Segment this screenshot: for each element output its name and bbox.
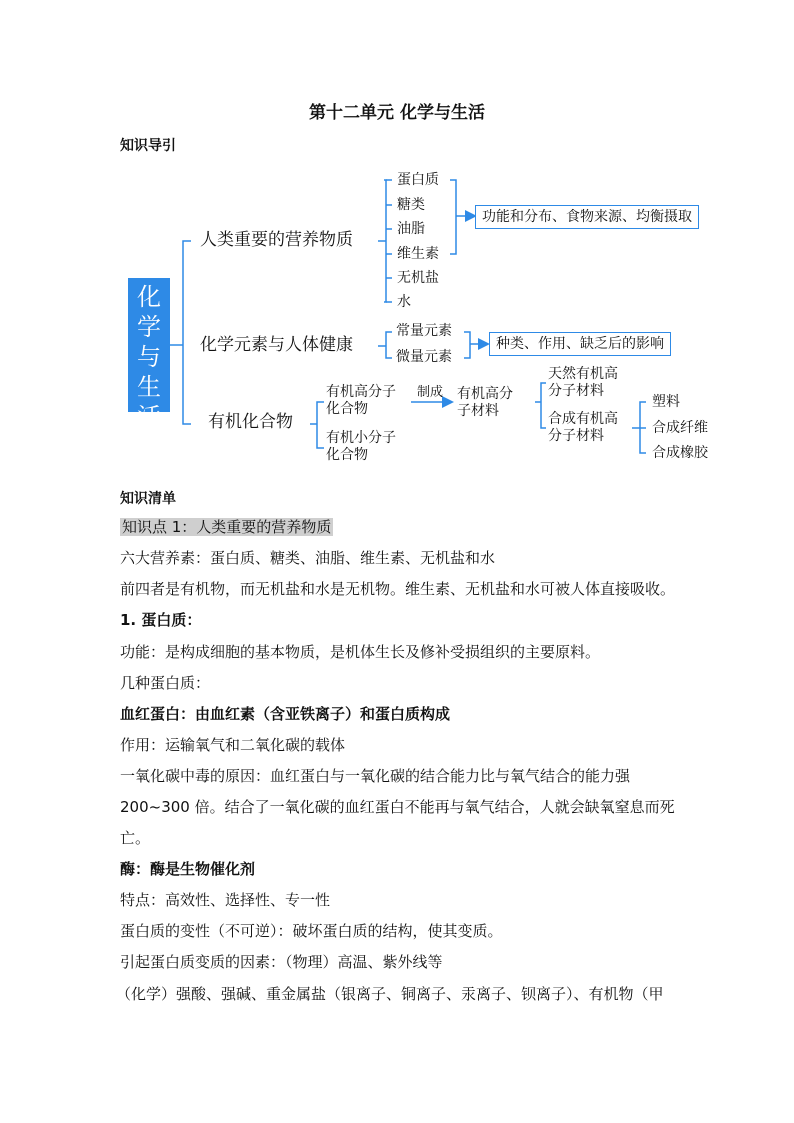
material-bracket: [535, 383, 546, 428]
item-synthetic-fiber: 合成纤维: [652, 420, 708, 436]
item-sugar: 糖类: [397, 197, 425, 213]
branch2-bracket: [378, 332, 392, 358]
branch-organic: 有机化合物: [208, 412, 293, 432]
nutrient-bracket: [450, 180, 456, 254]
text-line: 特点：高效性、选择性、专一性: [120, 891, 331, 909]
item-organic-small: 有机小分子 化合物: [326, 430, 396, 463]
item-polymer-material: 有机高分 子材料: [457, 386, 513, 419]
item-organic-polymer: 有机高分子 化合物: [326, 384, 396, 417]
item-natural-material: 天然有机高 分子材料: [548, 366, 618, 399]
item-plastic: 塑料: [652, 394, 680, 410]
item-salt: 无机盐: [397, 270, 439, 286]
branch-health: 化学元素与人体健康: [200, 335, 353, 355]
subheading-enzyme: 酶：酶是生物催化剂: [120, 860, 256, 878]
item-water: 水: [397, 294, 411, 310]
item-synthetic-material: 合成有机高 分子材料: [548, 411, 618, 444]
element-summary-box: 种类、作用、缺乏后的影响: [489, 332, 671, 356]
branch-nutrients: 人类重要的营养物质: [200, 230, 353, 250]
text-line: 蛋白质的变性（不可逆）：破坏蛋白质的结构，使其变质。: [120, 922, 503, 940]
text-line: 作用：运输氧气和二氧化碳的载体: [120, 736, 346, 754]
item-protein: 蛋白质: [397, 172, 439, 188]
root-node: 化 学 与 生 活: [128, 278, 170, 412]
main-bracket: [183, 241, 191, 424]
text-line: 引起蛋白质变质的因素：（物理）高温、紫外线等: [120, 953, 443, 971]
guide-heading: 知识导引: [120, 138, 176, 154]
arrow-label: 制成: [417, 385, 444, 400]
concept-map: [0, 0, 794, 480]
subheading-hemoglobin: 血红蛋白：由血红素（含亚铁离子）和蛋白质构成: [120, 705, 451, 723]
element-bracket: [464, 332, 486, 358]
subheading-protein: 1. 蛋白质：: [120, 611, 202, 629]
nutrient-summary-box: 功能和分布、食物来源、均衡摄取: [475, 205, 699, 229]
text-line: 前四者是有机物，而无机盐和水是无机物。维生素、无机盐和水可被人体直接吸收。: [120, 580, 676, 598]
text-line: 几种蛋白质：: [120, 674, 211, 692]
item-trace-element: 微量元素: [396, 349, 452, 365]
text-line: 六大营养素：蛋白质、糖类、油脂、维生素、无机盐和水: [120, 549, 496, 567]
text-line: 一氧化碳中毒的原因：血红蛋白与一氧化碳的结合能力比与氧气结合的能力强: [120, 767, 631, 785]
text-line: 功能：是构成细胞的基本物质，是机体生长及修补受损组织的主要原料。: [120, 643, 601, 661]
knowledge-point-1: 知识点 1：人类重要的营养物质: [122, 518, 332, 536]
text-line: 200~300 倍。结合了一氧化碳的血红蛋白不能再与氧气结合，人就会缺氧窒息而死: [120, 798, 675, 816]
item-synthetic-rubber: 合成橡胶: [652, 445, 708, 461]
list-heading: 知识清单: [120, 491, 176, 507]
branch3-bracket: [310, 402, 324, 448]
item-vitamin: 维生素: [397, 246, 439, 262]
page-title: 第十二单元 化学与生活: [309, 103, 485, 123]
text-line: （化学）强酸、强碱、重金属盐（银离子、铜离子、汞离子、钡离子）、有机物（甲: [116, 985, 664, 1003]
item-macro-element: 常量元素: [396, 323, 452, 339]
item-fat: 油脂: [397, 221, 425, 237]
text-line: 亡。: [120, 829, 151, 847]
